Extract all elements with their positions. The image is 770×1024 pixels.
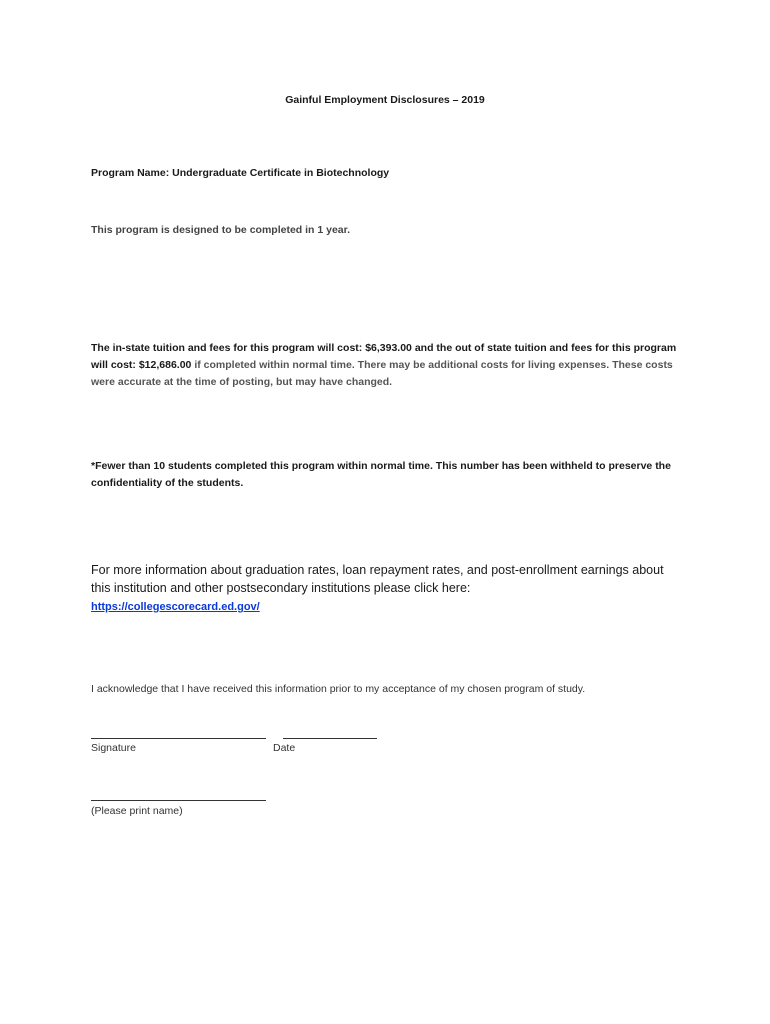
program-duration: This program is designed to be completed in 1 year. — [91, 224, 351, 236]
more-info-paragraph — [91, 561, 671, 616]
cost-note: if completed within normal time. There may be additional costs for living expenses. These costs were accurate at the time of posting, but may have changed. — [91, 359, 673, 388]
print-name-label: (Please print name) — [91, 805, 183, 817]
cost-paragraph — [91, 340, 681, 391]
date-label: Date — [273, 742, 296, 754]
college-scorecard-link[interactable]: https://collegescorecard.ed.gov/ — [91, 601, 260, 613]
signature-label: Signature — [91, 742, 136, 754]
cost-amounts: The in-state tuition and fees for this program will cost: $6,393.00 and the out of state tuition and fees for this program will cost: $12,686.00 — [91, 342, 677, 371]
program-name: Program Name: Undergraduate Certificate in Biotechnology — [91, 167, 390, 179]
date-line[interactable] — [283, 738, 377, 739]
print-name-line[interactable] — [91, 800, 266, 801]
signature-line[interactable] — [91, 738, 266, 739]
withheld-note: *Fewer than 10 students completed this program within normal time. This number has been withheld to preserve the confidentiality of the students. — [91, 460, 671, 489]
acknowledgement-text: I acknowledge that I have received this information prior to my acceptance of my chosen program of study. — [91, 683, 586, 695]
document-title: Gainful Employment Disclosures – 2019 — [285, 94, 485, 106]
more-info-text: For more information about graduation rates, loan repayment rates, and post-enrollment earnings about this institution and other postsecondary institutions please click here: — [91, 563, 664, 595]
